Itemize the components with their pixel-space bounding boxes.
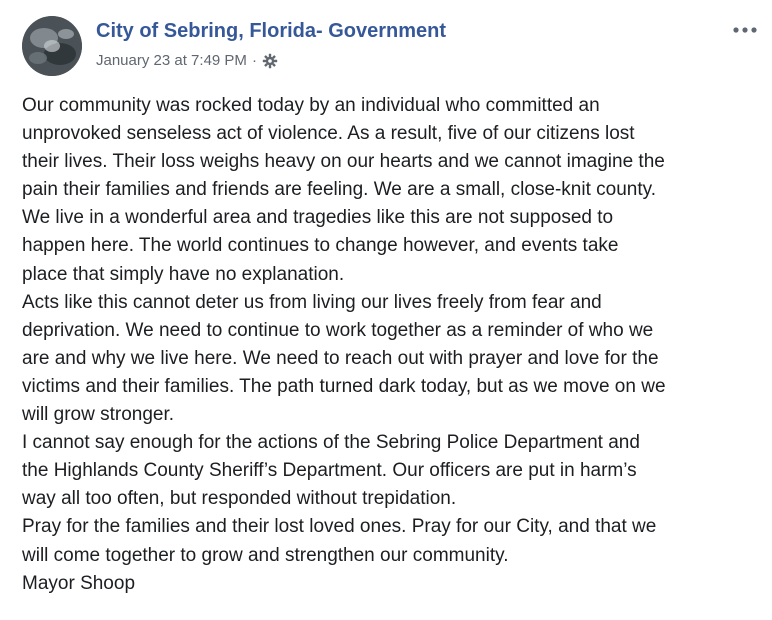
page-name-link[interactable]: City of Sebring, Florida- Government <box>96 20 447 42</box>
post-paragraph: I cannot say enough for the actions of the Sebring Police Department and the Highlands County Sheriff’s Department. Our officers are put in harm’s way all too often, but responded without trepidation. <box>22 432 640 510</box>
post-signature: Mayor Shoop <box>22 572 136 594</box>
post-paragraph: Our community was rocked today by an individual who committed an unprovoked senseless act of violence. As a result, five of our citizens lost their lives. Their loss weighs heavy on our hearts and we cannot imagine the pain their families and friends are feeling. We are a small, close-knit county. We live in a wonderful area and tragedies like this are not supposed to happen here. The world continues to change however, and events take place that simply have no explanation. <box>22 95 665 285</box>
more-options-icon[interactable] <box>730 22 760 38</box>
post-meta <box>96 52 278 69</box>
gear-icon[interactable] <box>262 53 278 69</box>
post-body <box>22 92 762 598</box>
post-paragraph: Pray for the families and their lost loved ones. Pray for our City, and that we will come together to grow and strengthen our community. <box>22 516 657 566</box>
post-paragraph: Acts like this cannot deter us from living our lives freely from fear and deprivation. We need to continue to work together as a reminder of who we are and why we live here. We need to reach out with prayer and love for the victims and their families. The path turned dark today, but as we move on we will grow stronger. <box>22 291 666 426</box>
post-header <box>22 16 760 80</box>
meta-separator: · <box>251 52 257 69</box>
avatar-image <box>22 16 82 76</box>
post-timestamp[interactable]: January 23 at 7:49 PM <box>96 52 247 69</box>
page-avatar[interactable] <box>22 16 82 76</box>
